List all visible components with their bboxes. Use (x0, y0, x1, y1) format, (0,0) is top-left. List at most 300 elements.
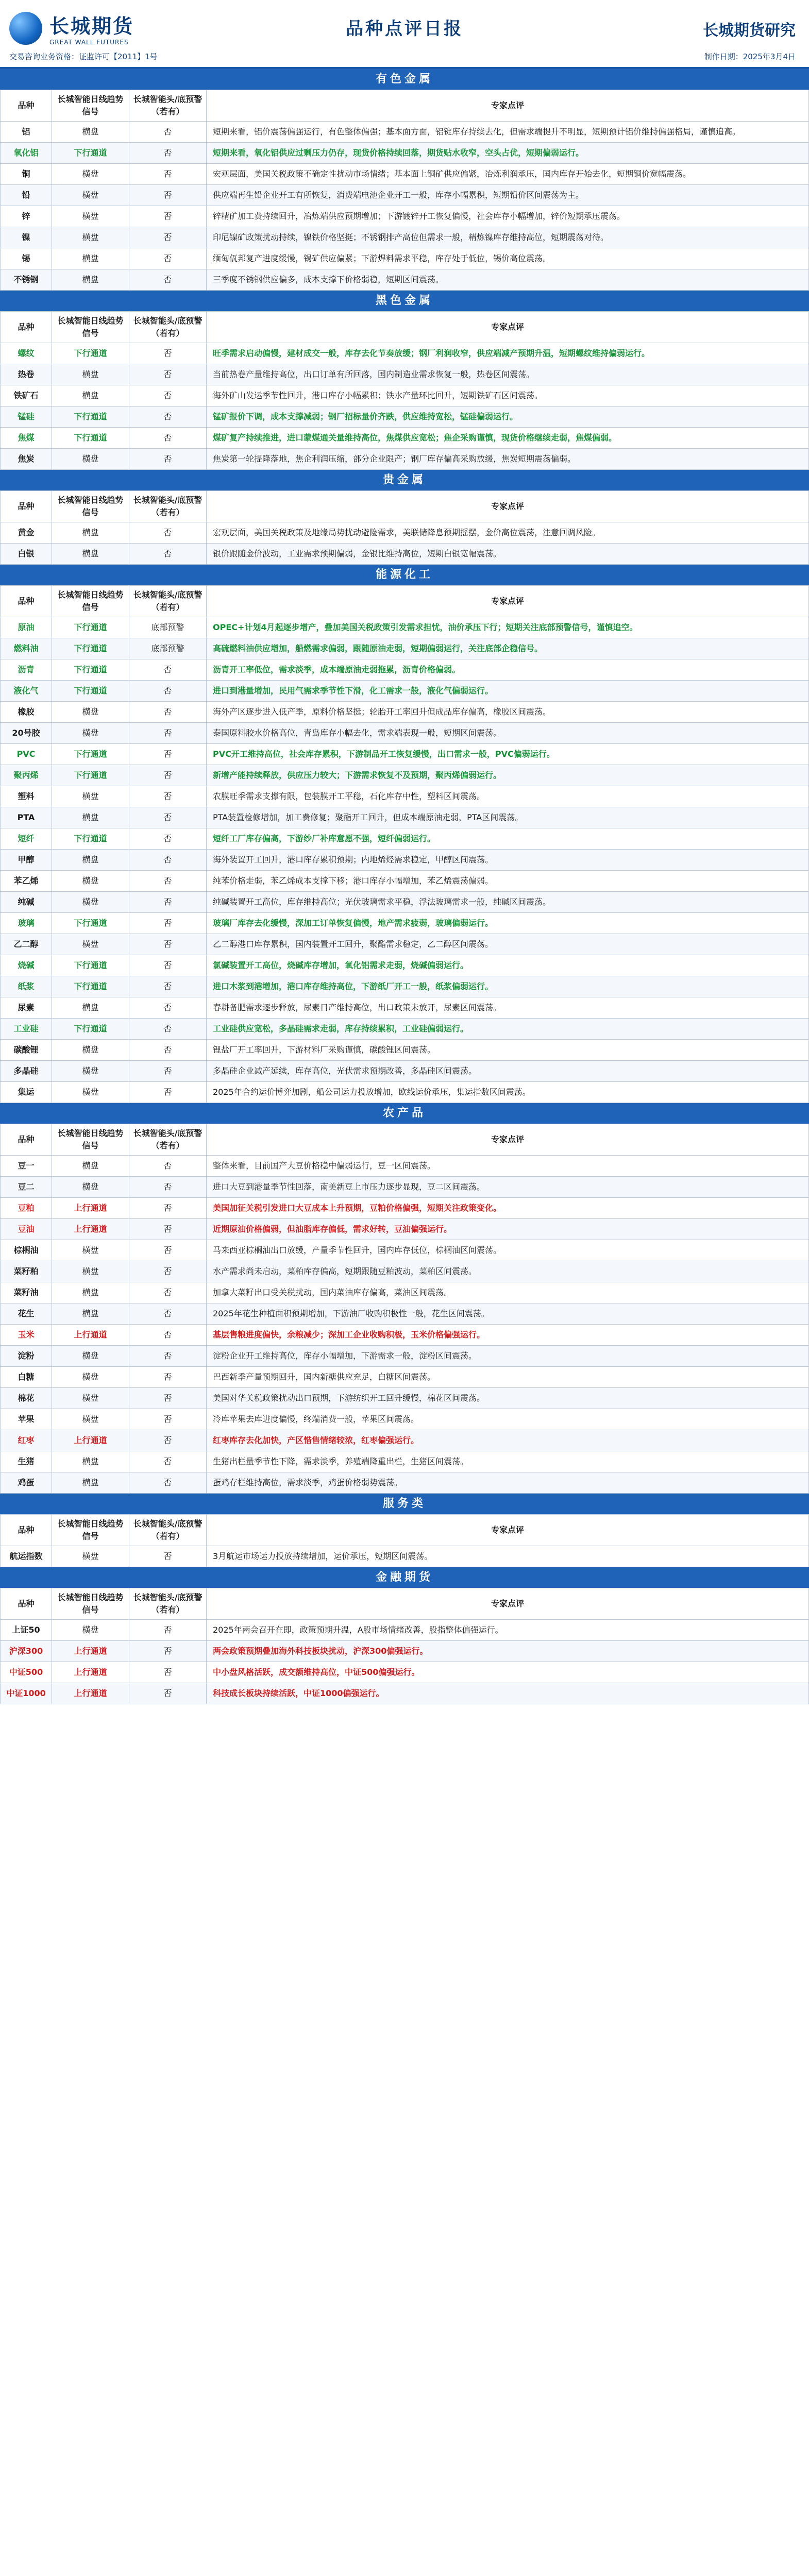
table-row (1, 1240, 809, 1261)
header-long-term: 长城智能日线趋势信号 (52, 1124, 129, 1156)
header-name: 品种 (1, 1515, 52, 1546)
expert-commentary: 短期来看，铝价震荡偏强运行，有色整体偏强；基本面方面，铝锭库存持续去化，但需求端提升不明显，短期预计铝价维持偏强格局，谨慎追高。 (207, 122, 809, 143)
expert-commentary: 2025年合约运价博弈加剧，船公司运力投放增加，欧线运价承压，集运指数区间震荡。 (207, 1082, 809, 1103)
table-row (1, 1303, 809, 1325)
commodity-name: 多晶硅 (1, 1061, 52, 1082)
expert-commentary: 美国对华关税政策扰动出口预期，下游纺织开工回升缓慢，棉花区间震荡。 (207, 1388, 809, 1409)
long-term-signal: 下行通道 (52, 428, 129, 449)
table-row (1, 1177, 809, 1198)
commodity-name: 焦煤 (1, 428, 52, 449)
table-row (1, 871, 809, 892)
commodity-name: PTA (1, 807, 52, 828)
long-term-signal: 横盘 (52, 122, 129, 143)
long-term-signal: 横盘 (52, 1177, 129, 1198)
expert-commentary: 当前热卷产量维持高位，出口订单有所回落，国内制造业需求恢复一般，热卷区间震荡。 (207, 364, 809, 385)
long-term-signal: 下行通道 (52, 143, 129, 164)
commodity-name: 沪深300 (1, 1641, 52, 1662)
header-commentary: 专家点评 (207, 312, 809, 343)
short-term-warning: 否 (129, 828, 207, 850)
commodity-name: 锰硅 (1, 406, 52, 428)
table-row (1, 1388, 809, 1409)
long-term-signal: 下行通道 (52, 659, 129, 681)
expert-commentary: 蛋鸡存栏维持高位，需求淡季，鸡蛋价格弱势震荡。 (207, 1472, 809, 1494)
table-row (1, 681, 809, 702)
short-term-warning: 否 (129, 1546, 207, 1567)
expert-commentary: 2025年两会召开在即，政策预期升温，A股市场情绪改善，股指整体偏强运行。 (207, 1620, 809, 1641)
commodity-name: 烧碱 (1, 955, 52, 976)
short-term-warning: 否 (129, 976, 207, 997)
short-term-warning: 否 (129, 1061, 207, 1082)
short-term-warning: 否 (129, 955, 207, 976)
expert-commentary: 生猪出栏量季节性下降，需求淡季，养殖端降重出栏，生猪区间震荡。 (207, 1451, 809, 1472)
table-row (1, 1040, 809, 1061)
expert-commentary: 海外产区逐步进入低产季，原料价格坚挺；轮胎开工率回升但成品库存偏高，橡胶区间震荡。 (207, 702, 809, 723)
short-term-warning: 否 (129, 1409, 207, 1430)
table-row (1, 449, 809, 470)
expert-commentary: 加拿大菜籽出口受关税扰动，国内菜油库存偏高，菜油区间震荡。 (207, 1282, 809, 1303)
header-name: 品种 (1, 491, 52, 522)
long-term-signal: 横盘 (52, 1261, 129, 1282)
expert-commentary: 印尼镍矿政策扰动持续，镍铁价格坚挺；不锈钢排产高位但需求一般，精炼镍库存维持高位，短期震荡对待。 (207, 227, 809, 248)
expert-commentary: 银价跟随金价波动，工业需求预期偏弱，金银比维持高位，短期白银宽幅震荡。 (207, 544, 809, 565)
commodity-name: 菜籽油 (1, 1282, 52, 1303)
expert-commentary: 美国加征关税引发进口大豆成本上升预期，豆粕价格偏强，短期关注政策变化。 (207, 1198, 809, 1219)
expert-commentary: 锰矿报价下调，成本支撑减弱；钢厂招标量价齐跌，供应维持宽松，锰硅偏弱运行。 (207, 406, 809, 428)
commodity-name: 燃料油 (1, 638, 52, 659)
table-row (1, 723, 809, 744)
expert-commentary: 春耕备肥需求逐步释放，尿素日产维持高位，出口政策未放开，尿素区间震荡。 (207, 997, 809, 1019)
commodity-name: 鸡蛋 (1, 1472, 52, 1494)
commodity-name: 苹果 (1, 1409, 52, 1430)
expert-commentary: 锌精矿加工费持续回升，冶炼端供应预期增加；下游镀锌开工恢复偏慢，社会库存小幅增加，锌价短期承压震荡。 (207, 206, 809, 227)
commodity-name: 橡胶 (1, 702, 52, 723)
research-brand: 长城期货研究 (703, 22, 796, 40)
expert-commentary: 巴西新季产量预期回升，国内新糖供应充足，白糖区间震荡。 (207, 1367, 809, 1388)
expert-commentary: 短期来看，氧化铝供应过剩压力仍存，现货价格持续回落，期货贴水收窄，空头占优，短期偏弱运行。 (207, 143, 809, 164)
commodity-name: 豆油 (1, 1219, 52, 1240)
short-term-warning: 否 (129, 744, 207, 765)
short-term-warning: 否 (129, 723, 207, 744)
table-row (1, 638, 809, 659)
short-term-warning: 否 (129, 428, 207, 449)
commodity-name: 黄金 (1, 522, 52, 544)
expert-commentary: 3月航运市场运力投放持续增加，运价承压，短期区间震荡。 (207, 1546, 809, 1567)
table-row (1, 544, 809, 565)
commodity-name: 塑料 (1, 786, 52, 807)
long-term-signal: 下行通道 (52, 744, 129, 765)
short-term-warning: 底部预警 (129, 617, 207, 638)
short-term-warning: 否 (129, 143, 207, 164)
table-row (1, 1409, 809, 1430)
long-term-signal: 横盘 (52, 786, 129, 807)
expert-commentary: 短纤工厂库存偏高，下游纱厂补库意愿不强，短纤偏弱运行。 (207, 828, 809, 850)
short-term-warning: 否 (129, 1662, 207, 1683)
short-term-warning: 否 (129, 1620, 207, 1641)
company-name-en: GREAT WALL FUTURES (49, 39, 129, 46)
long-term-signal: 下行通道 (52, 1019, 129, 1040)
expert-commentary: 高硫燃料油供应增加，船燃需求偏弱，跟随原油走弱，短期偏弱运行，关注底部企稳信号。 (207, 638, 809, 659)
short-term-warning: 否 (129, 934, 207, 955)
commodity-name: 热卷 (1, 364, 52, 385)
section-header: 有色金属 (0, 69, 809, 90)
commodity-name: 锌 (1, 206, 52, 227)
commodity-name: 碳酸锂 (1, 1040, 52, 1061)
report-date: 制作日期：2025年3月4日 (704, 52, 796, 61)
table-row (1, 1325, 809, 1346)
long-term-signal: 横盘 (52, 1040, 129, 1061)
table-row (1, 1430, 809, 1451)
commodity-name: 豆一 (1, 1156, 52, 1177)
commodity-name: 氧化铝 (1, 143, 52, 164)
long-term-signal: 横盘 (52, 269, 129, 291)
expert-commentary: 基层售粮进度偏快，余粮减少；深加工企业收购积极，玉米价格偏强运行。 (207, 1325, 809, 1346)
commodity-name: 乙二醇 (1, 934, 52, 955)
commodity-name: PVC (1, 744, 52, 765)
expert-commentary: 两会政策预期叠加海外科技板块扰动，沪深300偏强运行。 (207, 1641, 809, 1662)
commodity-name: 航运指数 (1, 1546, 52, 1567)
table-row (1, 765, 809, 786)
expert-commentary: 沥青开工率低位，需求淡季，成本端原油走弱拖累，沥青价格偏弱。 (207, 659, 809, 681)
expert-commentary: 纯碱装置开工高位，库存维持高位；光伏玻璃需求平稳，浮法玻璃需求一般，纯碱区间震荡。 (207, 892, 809, 913)
expert-commentary: 多晶硅企业减产延续，库存高位，光伏需求预期改善，多晶硅区间震荡。 (207, 1061, 809, 1082)
table-row (1, 522, 809, 544)
long-term-signal: 横盘 (52, 850, 129, 871)
table-row (1, 1683, 809, 1704)
commodity-name: 纯碱 (1, 892, 52, 913)
table-row (1, 206, 809, 227)
expert-commentary: 煤矿复产持续推进，进口蒙煤通关量维持高位，焦煤供应宽松；焦企采购谨慎，现货价格继续走弱，焦煤偏弱。 (207, 428, 809, 449)
report-header (0, 0, 809, 69)
long-term-signal: 下行通道 (52, 765, 129, 786)
table-row (1, 406, 809, 428)
header-name: 品种 (1, 90, 52, 122)
long-term-signal: 横盘 (52, 522, 129, 544)
header-commentary: 专家点评 (207, 90, 809, 122)
header-commentary: 专家点评 (207, 1124, 809, 1156)
commodity-name: 集运 (1, 1082, 52, 1103)
table-row (1, 892, 809, 913)
table-row (1, 1620, 809, 1641)
expert-commentary: 整体来看，目前国产大豆价格稳中偏弱运行，豆一区间震荡。 (207, 1156, 809, 1177)
long-term-signal: 上行通道 (52, 1662, 129, 1683)
header-short-term: 长城智能头/底预警（若有） (129, 312, 207, 343)
header-long-term: 长城智能日线趋势信号 (52, 491, 129, 522)
table-row (1, 385, 809, 406)
long-term-signal: 上行通道 (52, 1198, 129, 1219)
header-commentary: 专家点评 (207, 586, 809, 617)
long-term-signal: 横盘 (52, 1546, 129, 1567)
table-row (1, 1061, 809, 1082)
section-header: 能源化工 (0, 565, 809, 585)
expert-commentary: 三季度不锈钢供应偏多，成本支撑下价格弱稳，短期区间震荡。 (207, 269, 809, 291)
long-term-signal: 横盘 (52, 449, 129, 470)
long-term-signal: 横盘 (52, 1240, 129, 1261)
long-term-signal: 横盘 (52, 1472, 129, 1494)
long-term-signal: 横盘 (52, 385, 129, 406)
header-name: 品种 (1, 1588, 52, 1620)
commodity-table (0, 1588, 809, 1704)
expert-commentary: 红枣库存去化加快，产区惜售情绪较浓，红枣偏强运行。 (207, 1430, 809, 1451)
table-row (1, 227, 809, 248)
commodity-name: 甲醇 (1, 850, 52, 871)
table-row (1, 1019, 809, 1040)
table-row (1, 1367, 809, 1388)
long-term-signal: 横盘 (52, 248, 129, 269)
long-term-signal: 上行通道 (52, 1641, 129, 1662)
expert-commentary: 进口木浆到港增加，港口库存维持高位，下游纸厂开工一般，纸浆偏弱运行。 (207, 976, 809, 997)
expert-commentary: 工业硅供应宽松，多晶硅需求走弱，库存持续累积，工业硅偏弱运行。 (207, 1019, 809, 1040)
table-row (1, 807, 809, 828)
header-long-term: 长城智能日线趋势信号 (52, 1588, 129, 1620)
company-name-cn: 长城期货 (49, 15, 134, 38)
expert-commentary: 新增产能持续释放，供应压力较大；下游需求恢复不及预期，聚丙烯偏弱运行。 (207, 765, 809, 786)
commodity-name: 豆二 (1, 1177, 52, 1198)
table-row (1, 702, 809, 723)
table-row (1, 248, 809, 269)
long-term-signal: 横盘 (52, 1346, 129, 1367)
commodity-name: 铁矿石 (1, 385, 52, 406)
table-row (1, 1641, 809, 1662)
short-term-warning: 否 (129, 1683, 207, 1704)
expert-commentary: 氯碱装置开工高位，烧碱库存增加，氧化铝需求走弱，烧碱偏弱运行。 (207, 955, 809, 976)
long-term-signal: 上行通道 (52, 1219, 129, 1240)
table-row (1, 1662, 809, 1683)
long-term-signal: 下行通道 (52, 343, 129, 364)
header-long-term: 长城智能日线趋势信号 (52, 586, 129, 617)
expert-commentary: 海外装置开工回升，港口库存累积预期；内地烯烃需求稳定，甲醇区间震荡。 (207, 850, 809, 871)
long-term-signal: 上行通道 (52, 1683, 129, 1704)
short-term-warning: 否 (129, 406, 207, 428)
expert-commentary: PTA装置检修增加，加工费修复；聚酯开工回升，但成本端原油走弱，PTA区间震荡。 (207, 807, 809, 828)
header-short-term: 长城智能头/底预警（若有） (129, 586, 207, 617)
expert-commentary: 冷库苹果去库进度偏慢，终端消费一般，苹果区间震荡。 (207, 1409, 809, 1430)
short-term-warning: 否 (129, 1240, 207, 1261)
long-term-signal: 横盘 (52, 723, 129, 744)
commodity-table (0, 490, 809, 565)
table-row (1, 976, 809, 997)
commodity-name: 苯乙烯 (1, 871, 52, 892)
short-term-warning: 否 (129, 681, 207, 702)
short-term-warning: 否 (129, 1430, 207, 1451)
commodity-name: 聚丙烯 (1, 765, 52, 786)
header-commentary: 专家点评 (207, 1588, 809, 1620)
long-term-signal: 下行通道 (52, 955, 129, 976)
long-term-signal: 横盘 (52, 1451, 129, 1472)
short-term-warning: 否 (129, 807, 207, 828)
long-term-signal: 下行通道 (52, 406, 129, 428)
short-term-warning: 否 (129, 248, 207, 269)
expert-commentary: 水产需求尚未启动，菜粕库存偏高，短期跟随豆粕波动，菜粕区间震荡。 (207, 1261, 809, 1282)
short-term-warning: 否 (129, 227, 207, 248)
header-commentary: 专家点评 (207, 491, 809, 522)
short-term-warning: 否 (129, 544, 207, 565)
commodity-name: 中证1000 (1, 1683, 52, 1704)
long-term-signal: 横盘 (52, 871, 129, 892)
commodity-name: 不锈钢 (1, 269, 52, 291)
expert-commentary: 农膜旺季需求支撑有限，包装膜开工平稳，石化库存中性，塑料区间震荡。 (207, 786, 809, 807)
table-row (1, 617, 809, 638)
long-term-signal: 横盘 (52, 1082, 129, 1103)
short-term-warning: 否 (129, 1261, 207, 1282)
commodity-name: 锡 (1, 248, 52, 269)
long-term-signal: 横盘 (52, 997, 129, 1019)
table-row (1, 1219, 809, 1240)
short-term-warning: 否 (129, 765, 207, 786)
table-row (1, 269, 809, 291)
short-term-warning: 否 (129, 850, 207, 871)
short-term-warning: 否 (129, 185, 207, 206)
commodity-table (0, 585, 809, 1103)
commodity-name: 20号胶 (1, 723, 52, 744)
commodity-name: 短纤 (1, 828, 52, 850)
expert-commentary: 中小盘风格活跃，成交额维持高位，中证500偏强运行。 (207, 1662, 809, 1683)
short-term-warning: 否 (129, 659, 207, 681)
long-term-signal: 横盘 (52, 164, 129, 185)
expert-commentary: 焦炭第一轮提降落地，焦企利润压缩，部分企业限产；钢厂库存偏高采购放缓，焦炭短期震荡偏弱。 (207, 449, 809, 470)
license-text: 交易咨询业务资格：证监许可【2011】1号 (9, 52, 158, 61)
commodity-name: 花生 (1, 1303, 52, 1325)
long-term-signal: 横盘 (52, 1409, 129, 1430)
expert-commentary: 纯苯价格走弱，苯乙烯成本支撑下移；港口库存小幅增加，苯乙烯震荡偏弱。 (207, 871, 809, 892)
long-term-signal: 横盘 (52, 1156, 129, 1177)
header-name: 品种 (1, 1124, 52, 1156)
commodity-name: 淀粉 (1, 1346, 52, 1367)
short-term-warning: 否 (129, 1472, 207, 1494)
header-short-term: 长城智能头/底预警（若有） (129, 1515, 207, 1546)
expert-commentary: 供应端再生铅企业开工有所恢复，消费端电池企业开工一般，库存小幅累积，短期铅价区间震荡为主。 (207, 185, 809, 206)
short-term-warning: 底部预警 (129, 638, 207, 659)
header-commentary: 专家点评 (207, 1515, 809, 1546)
table-row (1, 343, 809, 364)
commodity-name: 原油 (1, 617, 52, 638)
long-term-signal: 横盘 (52, 702, 129, 723)
long-term-signal: 横盘 (52, 1367, 129, 1388)
expert-commentary: 进口大豆到港量季节性回落，南美新豆上市压力逐步显现，豆二区间震荡。 (207, 1177, 809, 1198)
commodity-table (0, 311, 809, 470)
expert-commentary: 宏观层面，美国关税政策及地缘局势扰动避险需求，美联储降息预期摇摆，金价高位震荡，注意回调风险。 (207, 522, 809, 544)
short-term-warning: 否 (129, 1198, 207, 1219)
table-row (1, 428, 809, 449)
short-term-warning: 否 (129, 1303, 207, 1325)
header-short-term: 长城智能头/底预警（若有） (129, 90, 207, 122)
short-term-warning: 否 (129, 122, 207, 143)
long-term-signal: 横盘 (52, 807, 129, 828)
commodity-name: 生猪 (1, 1451, 52, 1472)
commodity-name: 镍 (1, 227, 52, 248)
short-term-warning: 否 (129, 1019, 207, 1040)
short-term-warning: 否 (129, 997, 207, 1019)
section-header: 农产品 (0, 1103, 809, 1124)
table-row (1, 185, 809, 206)
expert-commentary: 乙二醇港口库存累积，国内装置开工回升，聚酯需求稳定，乙二醇区间震荡。 (207, 934, 809, 955)
short-term-warning: 否 (129, 206, 207, 227)
expert-commentary: 旺季需求启动偏慢，建材成交一般，库存去化节奏放缓；钢厂利润收窄，供应端减产预期升温，短期螺纹维持偏弱运行。 (207, 343, 809, 364)
table-row (1, 364, 809, 385)
commodity-name: 豆粕 (1, 1198, 52, 1219)
long-term-signal: 横盘 (52, 364, 129, 385)
commodity-name: 螺纹 (1, 343, 52, 364)
table-row (1, 1472, 809, 1494)
commodity-name: 液化气 (1, 681, 52, 702)
long-term-signal: 横盘 (52, 185, 129, 206)
short-term-warning: 否 (129, 385, 207, 406)
commodity-name: 棉花 (1, 1388, 52, 1409)
commodity-name: 铅 (1, 185, 52, 206)
expert-commentary: 缅甸佤邦复产进度缓慢，锡矿供应偏紧；下游焊料需求平稳，库存处于低位，锡价高位震荡。 (207, 248, 809, 269)
commodity-name: 红枣 (1, 1430, 52, 1451)
table-row (1, 164, 809, 185)
short-term-warning: 否 (129, 269, 207, 291)
commodity-name: 焦炭 (1, 449, 52, 470)
short-term-warning: 否 (129, 1451, 207, 1472)
header-name: 品种 (1, 586, 52, 617)
short-term-warning: 否 (129, 1388, 207, 1409)
long-term-signal: 横盘 (52, 544, 129, 565)
table-row (1, 828, 809, 850)
commodity-table (0, 90, 809, 291)
long-term-signal: 上行通道 (52, 1325, 129, 1346)
short-term-warning: 否 (129, 1219, 207, 1240)
section-header: 黑色金属 (0, 291, 809, 311)
commodity-name: 沥青 (1, 659, 52, 681)
long-term-signal: 下行通道 (52, 828, 129, 850)
expert-commentary: 宏观层面，美国关税政策不确定性扰动市场情绪；基本面上铜矿供应偏紧，冶炼利润承压，国内库存开始去化，短期铜价宽幅震荡。 (207, 164, 809, 185)
table-row (1, 1282, 809, 1303)
long-term-signal: 横盘 (52, 1061, 129, 1082)
long-term-signal: 横盘 (52, 1282, 129, 1303)
expert-commentary: 2025年花生种植面积预期增加，下游油厂收购积极性一般，花生区间震荡。 (207, 1303, 809, 1325)
short-term-warning: 否 (129, 1156, 207, 1177)
long-term-signal: 横盘 (52, 1388, 129, 1409)
page-title: 品种点评日报 (346, 19, 463, 39)
long-term-signal: 下行通道 (52, 913, 129, 934)
long-term-signal: 横盘 (52, 892, 129, 913)
expert-commentary: 锂盐厂开工率回升，下游材料厂采购谨慎，碳酸锂区间震荡。 (207, 1040, 809, 1061)
short-term-warning: 否 (129, 364, 207, 385)
commodity-name: 菜籽粕 (1, 1261, 52, 1282)
expert-commentary: 海外矿山发运季节性回升，港口库存小幅累积；铁水产量环比回升，短期铁矿石区间震荡。 (207, 385, 809, 406)
table-row (1, 934, 809, 955)
header-name: 品种 (1, 312, 52, 343)
short-term-warning: 否 (129, 702, 207, 723)
long-term-signal: 下行通道 (52, 681, 129, 702)
commodity-name: 上证50 (1, 1620, 52, 1641)
expert-commentary: 泰国原料胶水价格高位，青岛库存小幅去化，需求端表现一般，短期区间震荡。 (207, 723, 809, 744)
short-term-warning: 否 (129, 1040, 207, 1061)
short-term-warning: 否 (129, 1325, 207, 1346)
short-term-warning: 否 (129, 1367, 207, 1388)
expert-commentary: 科技成长板块持续活跃，中证1000偏强运行。 (207, 1683, 809, 1704)
long-term-signal: 上行通道 (52, 1430, 129, 1451)
short-term-warning: 否 (129, 449, 207, 470)
section-header: 金融期货 (0, 1567, 809, 1588)
short-term-warning: 否 (129, 343, 207, 364)
expert-commentary: 玻璃厂库存去化缓慢，深加工订单恢复偏慢，地产需求疲弱，玻璃偏弱运行。 (207, 913, 809, 934)
header-long-term: 长城智能日线趋势信号 (52, 312, 129, 343)
header-long-term: 长城智能日线趋势信号 (52, 1515, 129, 1546)
table-row (1, 1346, 809, 1367)
short-term-warning: 否 (129, 522, 207, 544)
table-row (1, 1082, 809, 1103)
expert-commentary: 马来西亚棕榈油出口放缓，产量季节性回升，国内库存低位，棕榈油区间震荡。 (207, 1240, 809, 1261)
commodity-name: 棕榈油 (1, 1240, 52, 1261)
long-term-signal: 下行通道 (52, 638, 129, 659)
short-term-warning: 否 (129, 913, 207, 934)
table-row (1, 122, 809, 143)
expert-commentary: 近期原油价格偏弱，但油脂库存偏低，需求好转，豆油偏强运行。 (207, 1219, 809, 1240)
header-short-term: 长城智能头/底预警（若有） (129, 1588, 207, 1620)
long-term-signal: 下行通道 (52, 976, 129, 997)
